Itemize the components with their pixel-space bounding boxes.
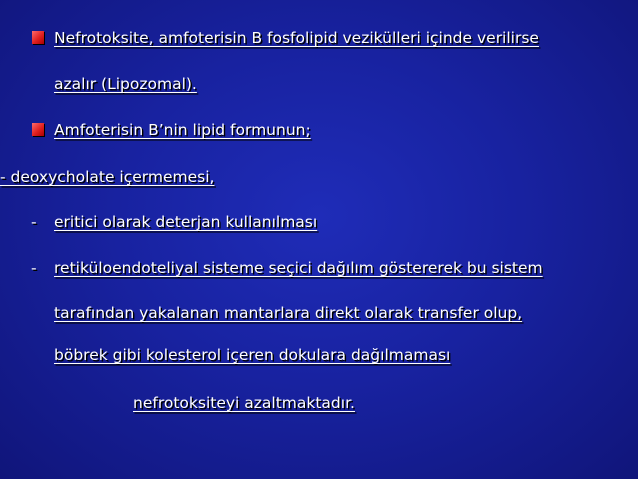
bullet-square-icon: [32, 123, 44, 136]
item3-line3: böbrek gibi kolesterol içeren dokulara dağılmaması: [54, 346, 451, 364]
item2-text: eritici olarak deterjan kullanılması: [54, 213, 318, 231]
item2-marker: -: [31, 213, 37, 231]
item1-text: - deoxycholate içermemesi,: [0, 168, 215, 186]
item3-line1: retiküloendoteliyal sisteme seçici dağılım göstererek bu sistem: [54, 259, 543, 277]
bullet1-line1: Nefrotoksite, amfoterisin B fosfolipid vezikülleri içinde verilirse: [54, 29, 539, 47]
bullet-square-icon: [32, 31, 44, 44]
bullet2-text: Amfoterisin B’nin lipid formunun;: [54, 121, 311, 139]
item3-marker: -: [31, 259, 37, 277]
item3-line2: tarafından yakalanan mantarlara direkt olarak transfer olup,: [54, 304, 523, 322]
bullet1-line2: azalır (Lipozomal).: [54, 75, 197, 93]
conclusion-text: nefrotoksiteyi azaltmaktadır.: [133, 394, 355, 412]
